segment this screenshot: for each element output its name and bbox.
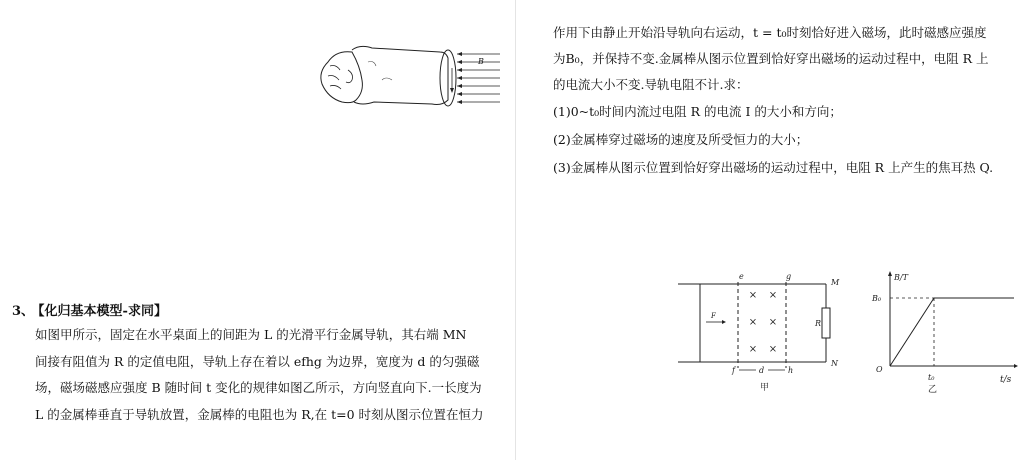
problem-line: 间接有阻值为 R 的定值电阻，导轨上存在着以 efhg 为边界，宽度为 d 的匀强磁 (35, 353, 480, 369)
field-cross: × (748, 290, 758, 301)
y-axis-label: B/T (894, 273, 908, 282)
problem-3 (12, 302, 492, 428)
problem-title: 【化归基本模型-求同】 (38, 304, 167, 319)
field-cross: × (768, 317, 778, 328)
y-tick-b0: B₀ (872, 294, 882, 303)
figure-caption-jia: 甲 (760, 383, 770, 393)
problem-number: 3、 (12, 304, 35, 319)
figure-yi-bt-graph (868, 268, 1018, 398)
problem-body (12, 322, 492, 428)
figure-jia-circuit (676, 270, 856, 398)
force-label: F (711, 312, 716, 320)
hand-field-illustration (312, 40, 502, 120)
label-e: e (739, 272, 744, 281)
problem-line: L 的金属棒垂直于导轨放置，金属棒的电阻也为 R,在 t=0 时刻从图示位置在恒力 (35, 406, 484, 422)
label-m: M (831, 278, 840, 287)
question-3: (3)金属棒从图示位置到恰好穿出磁场的运动过程中，电阻 R 上产生的焦耳热 Q. (553, 160, 994, 175)
figure-caption-yi: 乙 (928, 385, 938, 395)
label-d: d (759, 366, 765, 375)
x-axis-label: t/s (1000, 375, 1012, 385)
problem-heading (12, 302, 492, 322)
label-g: g (786, 272, 792, 281)
field-cross: × (768, 344, 778, 355)
label-n: N (831, 359, 838, 368)
question-1: (1)0~t₀时间内流过电阻 R 的电流 I 的大小和方向； (553, 104, 842, 119)
label-h: h (788, 366, 794, 375)
question-2: (2)金属棒穿过磁场的速度及所受恒力的大小； (553, 132, 809, 147)
x-tick-t0: t₀ (928, 373, 935, 382)
label-r: R (815, 319, 822, 328)
text-line: 为B₀，并保持不变.金属棒从图示位置到恰好穿出磁场的运动过程中，电阻 R 上 (553, 51, 989, 66)
field-cross: × (748, 317, 758, 328)
text-line: 的电流大小不变.导轨电阻不计.求： (553, 77, 749, 92)
field-cross: × (748, 344, 758, 355)
label-f: f (732, 366, 735, 375)
problem-line: 场，磁场磁感应强度 B 随时间 t 变化的规律如图乙所示，方向竖直向下.一长度为 (35, 380, 482, 395)
field-label-b: B (478, 57, 484, 66)
right-column-text (553, 20, 1008, 182)
column-divider (515, 0, 516, 460)
problem-line: 如图甲所示，固定在水平桌面上的间距为 L 的光滑平行金属导轨，其右端 MN (35, 327, 467, 342)
origin-label: O (876, 365, 883, 374)
field-cross: × (768, 290, 778, 301)
text-line: 作用下由静止开始沿导轨向右运动，t = t₀时刻恰好进入磁场，此时磁感应强度 (553, 25, 987, 40)
